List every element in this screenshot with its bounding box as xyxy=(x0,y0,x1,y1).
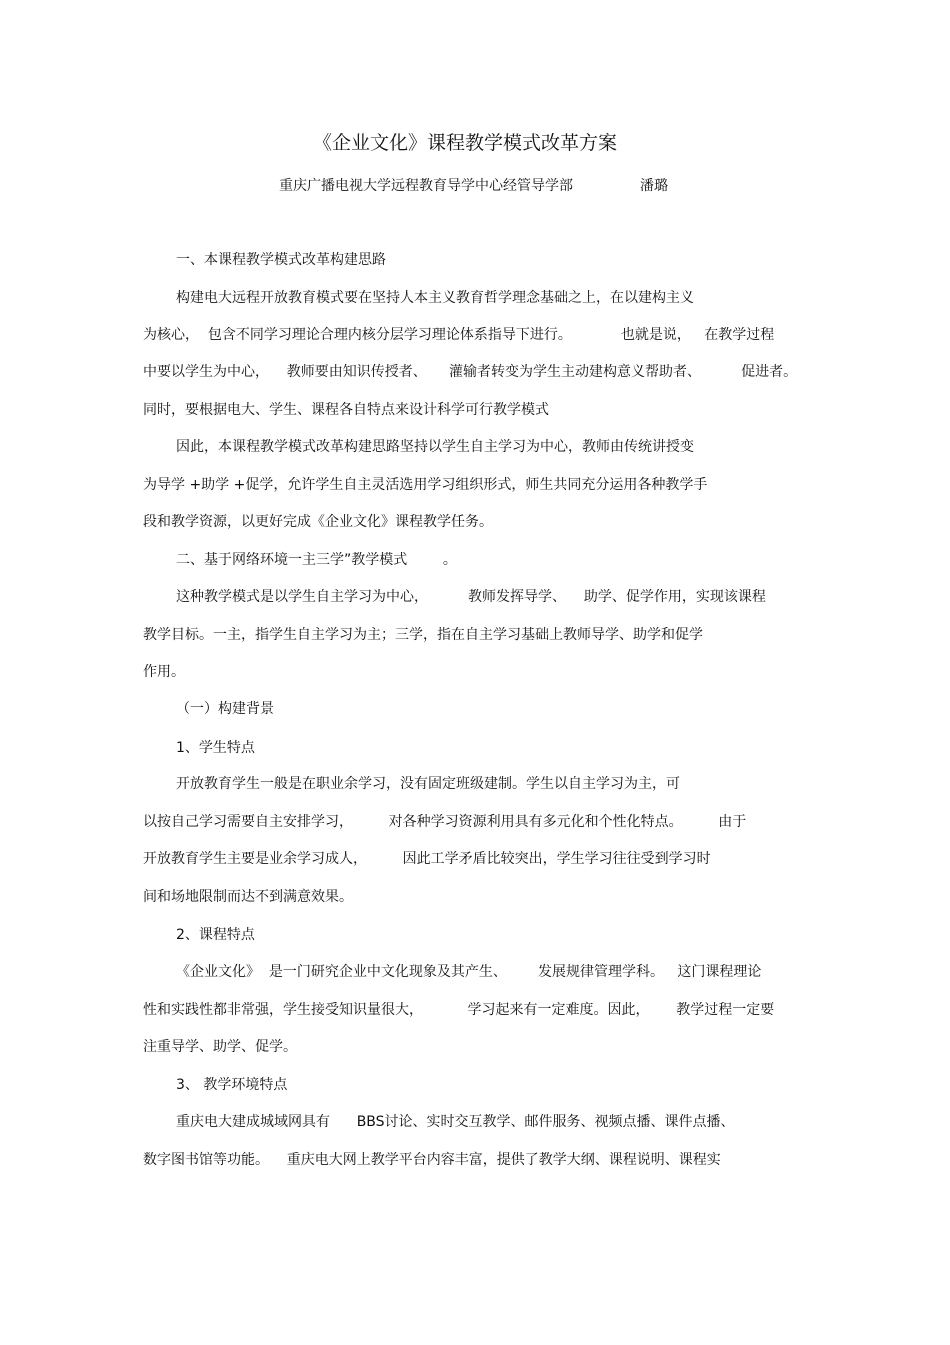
paragraph-line: 中要以学生为中心， 教师要由知识传授者、 灌输者转变为学生主动建构意义帮助者、 促进者。 xyxy=(143,364,798,380)
paragraph-line: 以按自己学习需要自主安排学习， 对各种学习资源利用具有多元化和个性化特点。 由于 xyxy=(143,814,747,830)
section-heading-2: 二、基于网络环境一主三学”教学模式 。 xyxy=(176,552,457,568)
paragraph-line: 教学目标。一主，指学生自主学习为主；三学，指在自主学习基础上教师导学、助学和促学 xyxy=(143,627,703,643)
paragraph-line: 间和场地限制而达不到满意效果。 xyxy=(143,889,353,905)
item-heading: 2、课程特点 xyxy=(176,927,255,943)
item-heading: 1、学生特点 xyxy=(176,740,255,756)
paragraph-line: 作用。 xyxy=(143,664,185,680)
author-name: 潘璐 xyxy=(640,178,668,194)
paragraph-line: 构建电大远程开放教育模式要在坚持人本主义教育哲学理念基础之上，在以建构主义 xyxy=(176,290,694,306)
paragraph-line: 性和实践性都非常强，学生接受知识量很大， 学习起来有一定难度。因此， 教学过程一定要 xyxy=(143,1002,775,1018)
paragraph-line: 因此，本课程教学模式改革构建思路坚持以学生自主学习为中心，教师由传统讲授变 xyxy=(176,439,694,455)
section-heading-1: 一、本课程教学模式改革构建思路 xyxy=(176,252,386,268)
subsection-heading: （一）构建背景 xyxy=(176,701,274,717)
author-affiliation: 重庆广播电视大学远程教育导学中心经管导学部 xyxy=(279,178,573,194)
paragraph-line: 《企业文化》 是一门研究企业中文化现象及其产生、 发展规律管理学科。 这门课程理论 xyxy=(176,964,762,980)
paragraph-line: 为导学 +助学 +促学，允许学生自主灵活选用学习组织形式，师生共同充分运用各种教学手 xyxy=(143,477,708,493)
paragraph-line: 同时，要根据电大、学生、课程各自特点来设计科学可行教学模式 xyxy=(143,402,549,418)
paragraph-line: 开放教育学生一般是在职业余学习，没有固定班级建制。学生以自主学习为主，可 xyxy=(176,776,680,792)
paragraph-line: 这种教学模式是以学生自主学习为中心， 教师发挥导学、 助学、促学作用，实现该课程 xyxy=(176,589,766,605)
item-heading: 3、 教学环境特点 xyxy=(176,1077,288,1093)
document-title: 《企业文化》课程教学模式改革方案 xyxy=(312,132,617,154)
paragraph-line: 段和教学资源，以更好完成《企业文化》课程教学任务。 xyxy=(143,514,493,530)
paragraph-line: 开放教育学生主要是业余学习成人， 因此工学矛盾比较突出，学生学习往往受到学习时 xyxy=(143,851,711,867)
paragraph-line: 为核心， 包含不同学习理论合理内核分层学习理论体系指导下进行。 也就是说， 在教学过程 xyxy=(143,327,775,343)
paragraph-line: 重庆电大建成城域网具有 BBS讨论、实时交互教学、邮件服务、视频点播、课件点播、 xyxy=(176,1114,735,1130)
paragraph-line: 注重导学、助学、促学。 xyxy=(143,1039,297,1055)
paragraph-line: 数字图书馆等功能。 重庆电大网上教学平台内容丰富，提供了教学大纲、课程说明、课程实 xyxy=(143,1152,721,1168)
